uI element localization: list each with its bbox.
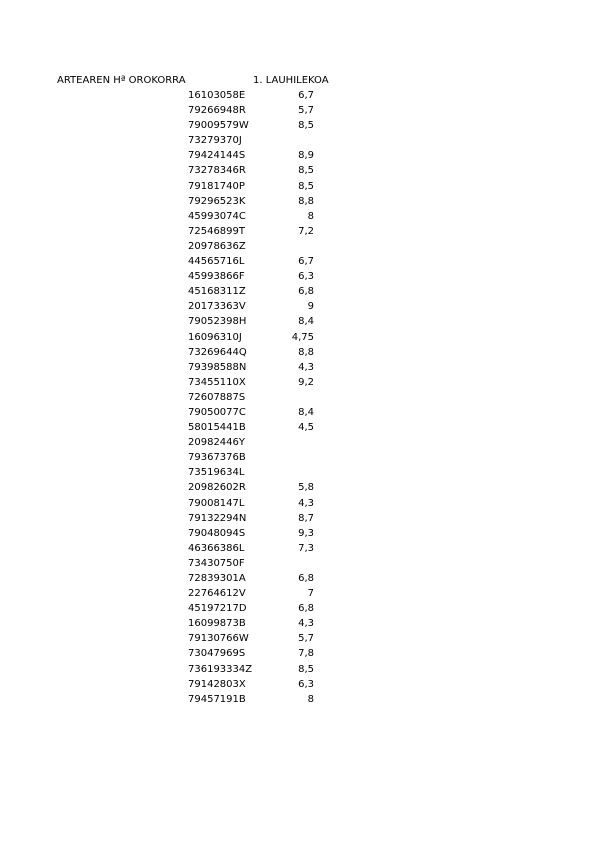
grade-value: 8,8 — [298, 346, 314, 358]
grade-value: 7,2 — [298, 225, 314, 237]
grade-value: 5,7 — [298, 105, 314, 117]
student-id: 73047969S — [188, 648, 246, 660]
student-id: 79130766W — [188, 633, 249, 645]
student-id: 79457191B — [188, 693, 246, 705]
student-id: 45168311Z — [188, 286, 246, 298]
table-row — [0, 663, 599, 678]
grade-value: 6,7 — [298, 256, 314, 268]
grade-value: 9,3 — [298, 527, 314, 539]
student-id: 79142803X — [188, 678, 246, 690]
table-row — [0, 119, 599, 134]
grade-value: 6,8 — [298, 603, 314, 615]
table-row — [0, 376, 599, 391]
grades-list — [0, 89, 599, 708]
table-row — [0, 134, 599, 149]
grade-value: 8 — [307, 210, 314, 222]
grade-value: 4,5 — [298, 422, 314, 434]
grade-value: 5,8 — [298, 482, 314, 494]
grade-value: 6,8 — [298, 286, 314, 298]
student-id: 72546899T — [188, 225, 246, 237]
student-id: 45197217D — [188, 603, 247, 615]
table-row — [0, 255, 599, 270]
student-id: 79050077C — [188, 406, 246, 418]
student-id: 58015441B — [188, 422, 246, 434]
student-id: 22764612V — [188, 588, 246, 600]
grade-value: 7,8 — [298, 648, 314, 660]
student-id: 73278346R — [188, 165, 246, 177]
table-row — [0, 602, 599, 617]
table-row — [0, 346, 599, 361]
student-id: 79398588N — [188, 361, 247, 373]
student-id: 79266948R — [188, 105, 246, 117]
table-row — [0, 195, 599, 210]
table-row — [0, 270, 599, 285]
table-row — [0, 180, 599, 195]
table-row — [0, 104, 599, 119]
grade-value: 6,8 — [298, 573, 314, 584]
grade-value: 5,7 — [298, 633, 314, 645]
table-row — [0, 451, 599, 466]
student-id: 79132294N — [188, 512, 247, 524]
student-id: 79367376B — [188, 452, 246, 464]
grade-value: 8,5 — [298, 180, 314, 192]
student-id: 73430750F — [188, 557, 245, 569]
grade-value: 6,3 — [298, 271, 314, 283]
table-row — [0, 391, 599, 406]
grade-value: 6,7 — [298, 90, 314, 101]
student-id: 46366386L — [188, 542, 245, 554]
sheet-title: ARTEAREN Hª OROKORRA — [57, 75, 186, 86]
table-row — [0, 572, 599, 587]
student-id: 45993074C — [188, 210, 246, 222]
student-id: 73279370J — [188, 135, 242, 147]
student-id: 79296523K — [188, 195, 246, 207]
grade-value: 8,5 — [298, 120, 314, 132]
student-id: 73269644Q — [188, 346, 247, 358]
grade-value: 7,3 — [298, 542, 314, 554]
student-id: 73455110X — [188, 376, 246, 388]
grade-value: 8,5 — [298, 663, 314, 675]
table-row — [0, 210, 599, 225]
student-id: 79052398H — [188, 316, 247, 328]
table-row — [0, 617, 599, 632]
table-row — [0, 406, 599, 421]
student-id: 72839301A — [188, 573, 246, 584]
table-row — [0, 361, 599, 376]
grade-value: 9,2 — [298, 376, 314, 388]
grade-value: 4,3 — [298, 497, 314, 509]
student-id: 16096310J — [188, 331, 242, 343]
table-row — [0, 315, 599, 330]
student-id: 79424144S — [188, 150, 246, 162]
grade-value: 8,4 — [298, 316, 314, 328]
grade-value: 8,9 — [298, 150, 314, 162]
grade-value: 8,7 — [298, 512, 314, 524]
table-row — [0, 300, 599, 315]
student-id: 20978636Z — [188, 240, 246, 252]
table-row — [0, 542, 599, 557]
grade-value: 4,3 — [298, 361, 314, 373]
table-row — [0, 331, 599, 346]
student-id: 20982602R — [188, 482, 246, 494]
table-row — [0, 512, 599, 527]
table-row — [0, 693, 599, 708]
grade-value: 8,4 — [298, 406, 314, 418]
grade-value: 8,5 — [298, 165, 314, 177]
table-row — [0, 164, 599, 179]
grade-value: 8 — [307, 693, 314, 705]
student-id: 79008147L — [188, 497, 245, 509]
grade-value: 4,3 — [298, 618, 314, 630]
grade-value: 6,3 — [298, 678, 314, 690]
table-row — [0, 240, 599, 255]
table-row — [0, 89, 599, 104]
table-row — [0, 632, 599, 647]
table-row — [0, 436, 599, 451]
student-id: 72607887S — [188, 391, 246, 403]
student-id: 79048094S — [188, 527, 246, 539]
column-header-grade: 1. LAUHILEKOA — [253, 75, 329, 86]
student-id: 16103058E — [188, 90, 246, 101]
table-row — [0, 225, 599, 240]
student-id: 79181740P — [188, 180, 245, 192]
student-id: 73519634L — [188, 467, 245, 479]
table-row — [0, 647, 599, 662]
student-id: 45993866F — [188, 271, 245, 283]
student-id: 20982446Y — [188, 437, 246, 449]
table-row — [0, 527, 599, 542]
student-id: 79009579W — [188, 120, 249, 132]
table-row — [0, 497, 599, 512]
table-row — [0, 421, 599, 436]
table-row — [0, 285, 599, 300]
table-row — [0, 678, 599, 693]
table-row — [0, 149, 599, 164]
grade-value: 9 — [307, 301, 314, 313]
table-row — [0, 466, 599, 481]
student-id: 44565716L — [188, 256, 245, 268]
student-id: 736193334Z — [188, 663, 253, 675]
table-row — [0, 587, 599, 602]
student-id: 16099873B — [188, 618, 246, 630]
table-row — [0, 481, 599, 496]
table-row — [0, 557, 599, 572]
grade-value: 7 — [307, 588, 314, 600]
grade-value: 8,8 — [298, 195, 314, 207]
student-id: 20173363V — [188, 301, 246, 313]
grade-value: 4,75 — [291, 331, 314, 343]
